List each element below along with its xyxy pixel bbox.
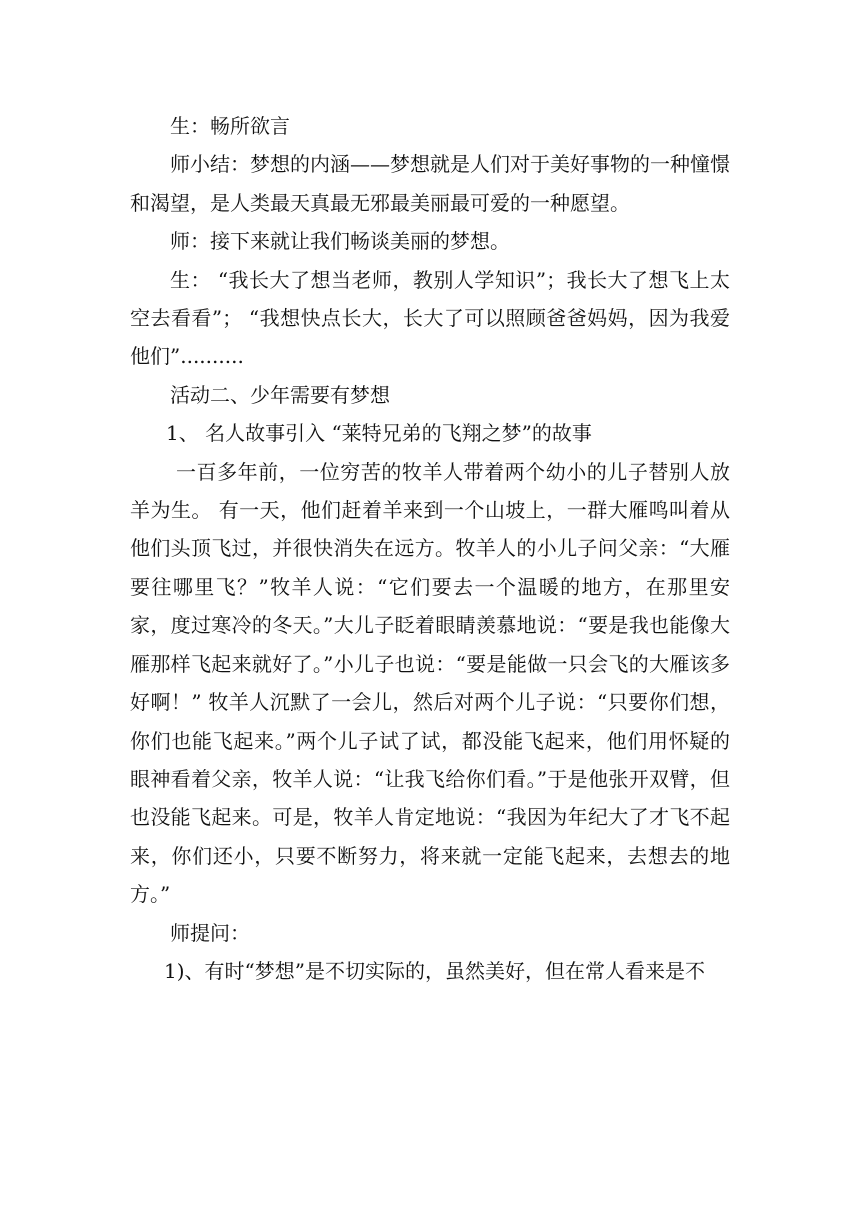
paragraph-wright-brothers-story: 一百多年前，一位穷苦的牧羊人带着两个幼小的儿子替别人放羊为生。 有一天，他们赶着羊来到一个山坡上，一群大雁鸣叫着从他们头顶飞过，并很快消失在远方。牧羊人的小儿子问父亲：“大雁要往哪里飞？”牧羊人说：“它们要去一个温暖的地方，在那里安家，度过寒冷的冬天。”大儿子眨着眼睛羡慕地说：“要是我也能像大雁那样飞起来就好了。”小儿子也说：“要是能做一只会飞的大雁该多好啊！” 牧羊人沉默了一会儿，然后对两个儿子说：“只要你们想，你们也能飞起来。”两个儿子试了试，都没能飞起来，他们用怀疑的眼神看着父亲，牧羊人说：“让我飞给你们看。”于是他张开双臂，但也没能飞起来。可是，牧羊人肯定地说：“我因为年纪大了才飞不起来，你们还小，只要不断努力，将来就一定能飞起来，去想去的地方。” (130, 459, 730, 907)
question-item-1: 1)、有时“梦想”是不切实际的，虽然美好，但在常人看来是不 (164, 958, 705, 983)
paragraph-student-dreams: 生： “我长大了想当老师，教别人学知识”；我长大了想飞上太空去看看”； “我想快点长大，长大了可以照顾爸爸妈妈，因为我爱他们”.......... (130, 267, 730, 369)
paragraph-teacher-question-label: 师提问： (170, 920, 250, 945)
section-heading-activity-two: 活动二、少年需要有梦想 (170, 382, 390, 407)
paragraph-teacher-summary: 师小结：梦想的内涵——梦想就是人们对于美好事物的一种憧憬和渴望，是人类最天真最无邪最美丽最可爱的一种愿望。 (130, 152, 730, 215)
document-body (130, 107, 730, 990)
paragraph-teacher-prompt: 师：接下来就让我们畅谈美丽的梦想。 (170, 229, 510, 254)
paragraph-student-response: 生：畅所欲言 (170, 114, 290, 138)
list-item-story-intro: 1、 名人故事引入 “莱特兄弟的飞翔之梦”的故事 (166, 421, 592, 446)
